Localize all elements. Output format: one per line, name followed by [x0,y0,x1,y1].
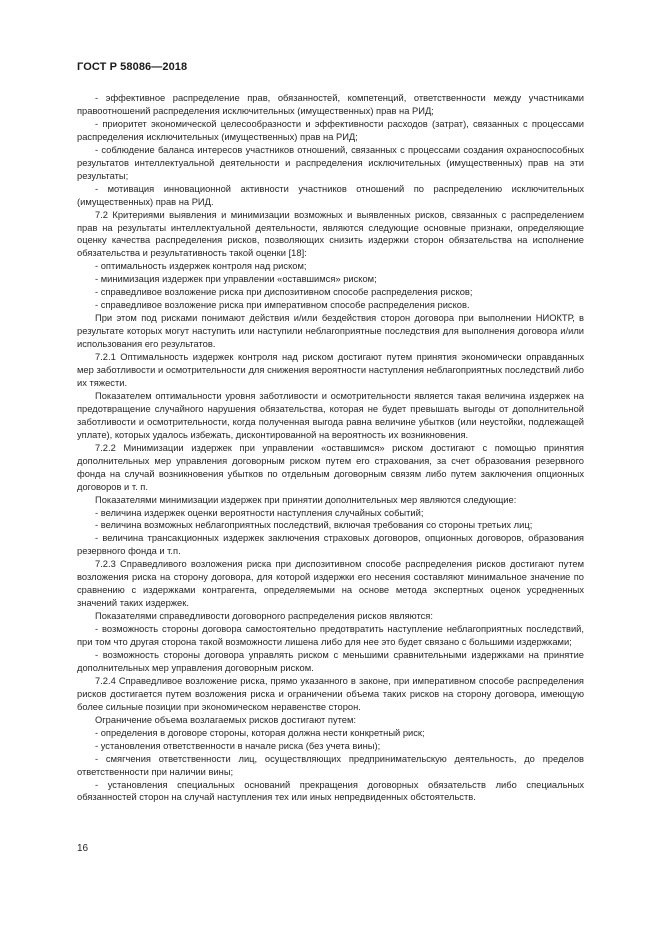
document-body [77,92,584,804]
paragraph: - смягчения ответственности лиц, осуществляющих предпринимательскую деятельность, до пределов ответственности при наличии вины; [77,753,584,777]
paragraph: Показателями минимизации издержек при принятии дополнительных мер являются следующие: [95,494,517,505]
paragraph: - возможность стороны договора управлять риском с меньшими сравнительными издержками на принятие дополнительных мер управления договорным риском. [77,649,584,673]
paragraph: - приоритет экономической целесообразности и эффективности расходов (затрат), связанных с процессами распределения исключительных (имущественных) прав на РИД; [77,118,584,142]
paragraph: - оптимальность издержек контроля над риском; [95,261,307,272]
paragraph: - величина трансакционных издержек заключения страховых договоров, опционных договоров, образования резервного фонда и т.п. [77,533,584,557]
section-7-2-2-paragraph: 7.2.2 Минимизации издержек при управлении «оставшимся» риском достигают с помощью принятия дополнительных мер управления договорным риском путем его страхования, за счет образования резервного фонда на случай возникновения убытков по отдельным договорным связям либо путем заключения опционных договоров и т. п. [77,442,584,492]
paragraph: - мотивация инновационной активности участников отношений по распределению исключительных (имущественных) прав на РИД. [77,183,584,207]
section-7-2-1-paragraph: 7.2.1 Оптимальность издержек контроля над риском достигают путем принятия экономически оправданных мер заботливости и осмотрительности для снижения вероятности наступления неблагоприятных последствий либо их тяжести. [77,352,584,388]
paragraph: - эффективное распределение прав, обязанностей, компетенций, ответственности между участниками правоотношений распределения исключительных (имущественных) прав на РИД; [77,93,584,116]
paragraph: Показателями справедливости договорного распределения рисков являются: [95,611,433,622]
document-header: ГОСТ Р 58086—2018 [77,61,188,73]
page-number: 16 [77,843,89,854]
paragraph: Ограничение объема возлагаемых рисков достигают путем: [95,714,357,725]
section-7-2-3-paragraph: 7.2.3 Справедливого возложения риска при диспозитивном способе распределения рисков достигают путем возложения риска на сторону договора, для которой издержки его несения составляют минимальное значение по сравнению с издержками контрагента, определяемыми на основе метода экспертных оценок усредненных значений таких издержек. [77,559,584,609]
paragraph: При этом под рисками понимают действия и/или бездействия сторон договора при выполнении НИОКТР, в результате которых могут наступить или наступили неблагоприятные последствия для выполнения договора и/или использования его результатов. [77,313,584,350]
paragraph: - возможность стороны договора самостоятельно предотвратить наступление неблагоприятных последствий, при том что другая сторона такой возможности лишена либо для нее это будет связано с большими издержками; [77,624,584,648]
paragraph: - величина возможных неблагоприятных последствий, включая требования со стороны третьих лиц; [95,520,533,531]
paragraph: - соблюдение баланса интересов участников отношений, связанных с процессами создания охраноспособных результатов интеллектуальной деятельности и распределения исключительных (имущественных) прав на эти результаты; [77,144,584,181]
paragraph: Показателем оптимальности уровня заботливости и осмотрительности является такая величина издержек на предотвращение случайного нарушения обязательства, которая не будет превышать выгоды от дополнительной заботливости и осмотрительности, когда полученная выгода равна величине убытков (или неустойки, подлежащей уплате), которых удалось избежать, дисконтированной на вероятность их возникновения. [77,390,584,440]
paragraph: - установления специальных оснований прекращения договорных обязательств либо специальных обязанностей сторон на случай наступления тех или иных непредвиденных обстоятельств. [77,779,584,803]
section-7-2-paragraph: 7.2 Критериями выявления и минимизации возможных и выявленных рисков, связанных с распределением прав на результаты интеллектуальной деятельности, являются следующие основные признаки, определяющие оценку качества распределения рисков, позволяющих снизить издержки сторон обязательства на исполнение обязательства и результативность такой оценки [18]: [77,209,584,259]
paragraph: - определения в договоре стороны, которая должна нести конкретный риск; [95,727,425,738]
paragraph: - установления ответственности в начале риска (без учета вины); [95,740,381,751]
paragraph: - справедливое возложение риска при диспозитивном способе распределения рисков; [95,287,473,298]
paragraph: - величина издержек оценки вероятности наступления случайных событий; [95,507,424,518]
paragraph: - минимизация издержек при управлении «оставшимся» риском; [95,274,377,285]
paragraph: - справедливое возложение риска при императивном способе распределения рисков. [95,300,470,311]
section-7-2-4-paragraph: 7.2.4 Справедливое возложение риска, прямо указанного в законе, при императивном способе распределения рисков достигается путем возложения риска и ограничении объема таких рисков на сторону договора, имеющую более сильные позиции при экономическом неравенстве сторон. [77,675,584,712]
